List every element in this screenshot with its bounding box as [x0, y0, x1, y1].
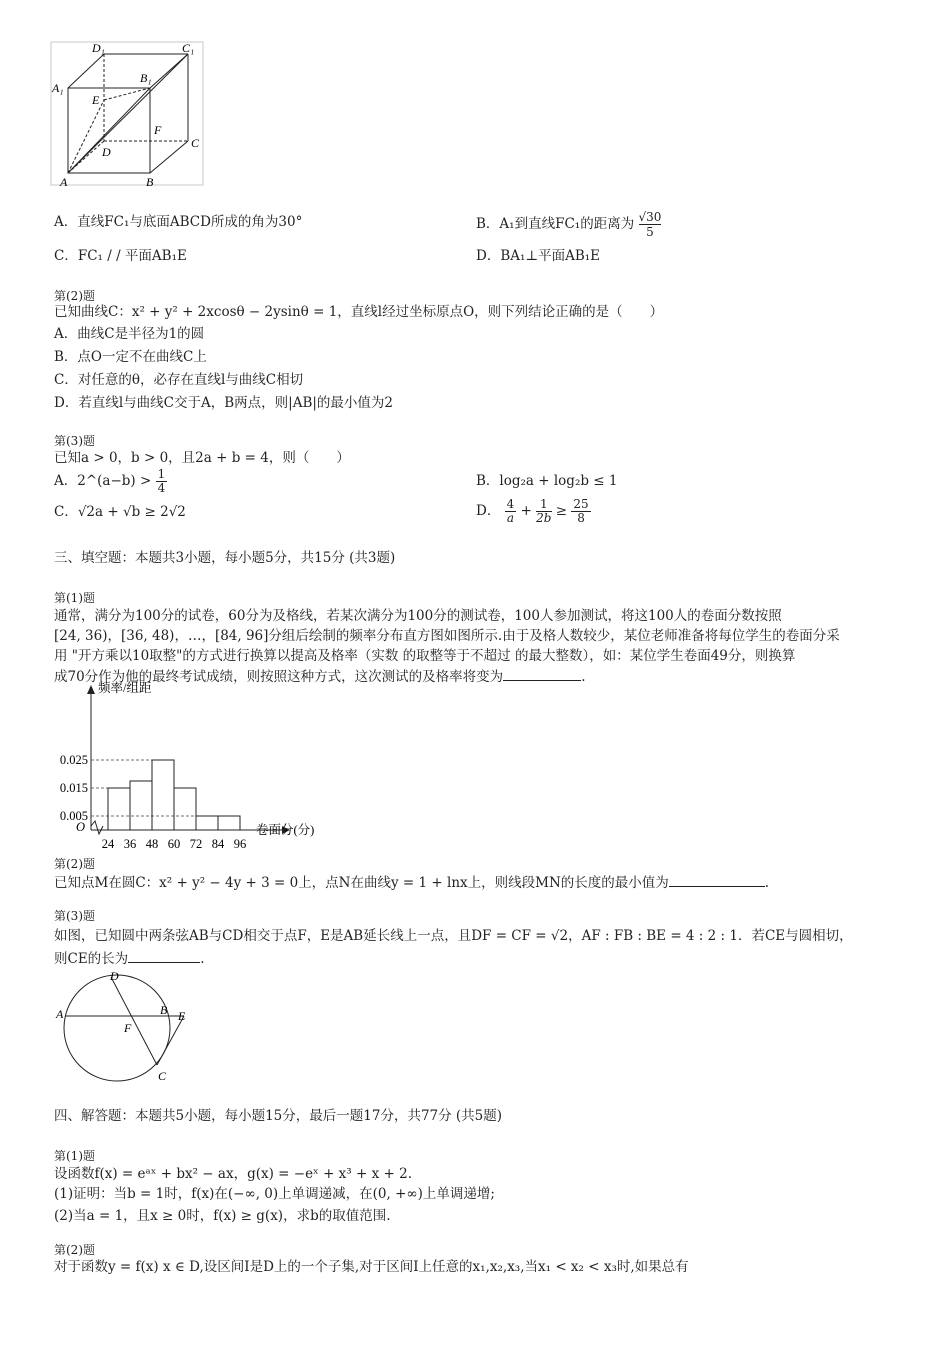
cube-label-e: E	[92, 93, 100, 107]
fill1-line-1: 通常，满分为100分的试卷，60分为及格线，若某次满分为100分的测试卷，100人参加测试，将这100人的卷面分数按照	[54, 608, 782, 624]
fill2-number: 第(2)题	[54, 857, 95, 871]
q3-option-d-frac1	[505, 498, 517, 525]
fill1-line-4-text: 成70分作为他的最终考试成绩，则按照这种方式，这次测试的及格率将变为	[54, 669, 504, 685]
q3-option-d	[476, 498, 591, 525]
q3-option-a-numerator: 1	[157, 467, 166, 481]
circle-outline	[64, 975, 170, 1081]
fill3-line-2	[54, 948, 204, 969]
circle-label-e: E	[178, 1009, 186, 1023]
histogram-y-tick-label: 0.015	[60, 781, 88, 795]
circle-chord-figure	[54, 970, 204, 1090]
cube-option-b-numerator: √30	[638, 210, 662, 224]
q3-option-c: C．√2a + √b ≥ 2√2	[54, 504, 186, 520]
cube-figure	[48, 40, 206, 188]
circle-label-f: F	[124, 1021, 132, 1035]
cube-label-d: D	[102, 145, 111, 159]
solve2-stem: 对于函数y = f(x) x ∈ D,设区间I是D上的一个子集,对于区间I上任意的x₁,x₂,x₃,当x₁ < x₂ < x₃时,如果总有	[54, 1259, 689, 1275]
q2-option-d: D．若直线l与曲线C交于A，B两点，则|AB|的最小值为2	[54, 395, 393, 411]
q3-option-a	[54, 468, 167, 495]
histogram-bar	[152, 760, 174, 830]
q3-option-b: B．log₂a + log₂b ≤ 1	[476, 473, 618, 489]
cube-label-a: A	[60, 175, 68, 188]
frequency-histogram	[60, 680, 350, 850]
cube-label-c1: C₁	[182, 41, 195, 55]
cube-option-b-fraction	[639, 210, 662, 239]
segment-ce	[157, 1016, 184, 1065]
histogram-x-tick-label: 60	[167, 837, 181, 850]
chord-dc	[111, 977, 157, 1065]
histogram-axes	[87, 685, 290, 834]
cube-line-ac1	[68, 54, 188, 173]
q3-option-d-frac2	[536, 498, 551, 525]
fill3-tail: .	[200, 951, 205, 967]
fill2-tail: .	[764, 875, 770, 891]
circle-label-b: B	[160, 1003, 168, 1017]
fill3-number: 第(3)题	[54, 909, 95, 923]
histogram-bar	[130, 781, 152, 830]
q3-option-d-frac1-num: 4	[506, 497, 515, 511]
circle-label-a: A	[56, 1007, 64, 1021]
cube-line-ae	[68, 100, 104, 173]
q2-option-b: B．点O一定不在曲线C上	[54, 349, 207, 365]
q3-option-d-frac3-den: 8	[577, 511, 585, 525]
solve1-part1: (1)证明：当b = 1时，f(x)在(−∞, 0)上单调递减，在(0, +∞)上单调递增;	[54, 1186, 495, 1202]
histogram-x-axis-label: 卷面分(分)	[256, 823, 315, 837]
fill3-line-1: 如图，已知圆中两条弦AB与CD相交于点F，E是AB延长线上一点，且DF = CF = √2，AF : FB : BE = 4 : 2 : 1．若CE与圆相切，	[54, 928, 853, 944]
cube-edge-bc	[150, 141, 188, 173]
cube-label-f: F	[154, 123, 162, 137]
solve1-stem: 设函数f(x) = eᵃˣ + bx² − ax，g(x) = −eˣ + x³ + x + 2.	[54, 1166, 412, 1182]
histogram-y-tick-label: 0.005	[60, 809, 88, 823]
q2-stem: 已知曲线C：x² + y² + 2xcosθ − 2ysinθ = 1，直线l经过坐标原点O，则下列结论正确的是（ ）	[54, 304, 664, 320]
fill2-stem: 已知点M在圆C：x² + y² − 4y + 3 = 0上，点N在曲线y = 1 + lnx上，则线段MN的长度的最小值为	[54, 875, 669, 891]
fill3-line-2-text: 则CE的长为	[54, 951, 129, 967]
cube-label-c: C	[191, 136, 200, 150]
q3-option-d-frac1-den: a	[506, 511, 515, 525]
histogram-axis-break	[91, 821, 103, 834]
q3-option-d-frac2-num: 1	[536, 498, 551, 512]
q3-option-a-text: A．2^(a−b) >	[54, 473, 152, 489]
fill1-tail: .	[581, 669, 586, 685]
q2-number: 第(2)题	[54, 289, 95, 303]
q3-option-d-frac2-den: 2b	[536, 511, 552, 525]
q3-option-d-frac3	[571, 498, 590, 525]
q3-option-d-text: D．	[476, 503, 501, 519]
histogram-bar	[196, 816, 218, 830]
fill1-number: 第(1)题	[54, 591, 95, 605]
solve1-number: 第(1)题	[54, 1149, 95, 1163]
fill2-stem-line	[54, 872, 769, 893]
histogram-y-arrow	[87, 685, 95, 694]
q3-option-a-fraction	[156, 468, 168, 495]
histogram-x-tick-label: 84	[211, 837, 225, 850]
histogram-y-axis-label: 频率/组距	[98, 681, 152, 695]
q3-number: 第(3)题	[54, 434, 95, 448]
cube-option-c: C．FC₁ / / 平面AB₁E	[54, 248, 187, 264]
q3-option-a-denominator: 4	[157, 481, 166, 495]
cube-option-a: A．直线FC₁与底面ABCD所成的角为30°	[54, 214, 303, 230]
q2-option-a: A．曲线C是半径为1的圆	[54, 326, 205, 342]
cube-label-b1: B₁	[140, 71, 152, 85]
histogram-x-tick-label: 72	[189, 837, 203, 850]
q3-option-d-frac3-num: 25	[573, 497, 589, 511]
cube-option-b	[476, 210, 661, 239]
histogram-bar	[218, 816, 240, 830]
q3-option-d-ge: ≥	[555, 503, 568, 519]
histogram-x-tick-label: 48	[145, 837, 159, 850]
histogram-x-tick-label: 96	[233, 837, 247, 850]
section3-title: 三、填空题：本题共3小题，每小题5分，共15分 (共3题)	[54, 550, 396, 566]
histogram-x-tick-label: 24	[101, 837, 115, 850]
fill3-answer-blank[interactable]	[128, 948, 200, 963]
histogram-x-tick-label: 36	[123, 837, 137, 850]
solve1-part2: (2)当a = 1，且x ≥ 0时，f(x) ≥ g(x)，求b的取值范围.	[54, 1208, 391, 1224]
cube-label-d1: D₁	[92, 41, 105, 55]
cube-label-b: B	[146, 175, 154, 188]
q3-stem: 已知a > 0，b > 0，且2a + b = 4，则（ ）	[54, 450, 350, 466]
histogram-y-tick-label: 0.025	[60, 753, 88, 767]
q3-option-d-plus: +	[520, 503, 532, 519]
histogram-bar	[108, 788, 130, 830]
fill1-line-2: [24, 36)，[36, 48)，…，[84, 96]分组后绘制的频率分布直方图如图所示.由于及格人数较少，某位老师准备将每位学生的卷面分采	[54, 628, 840, 644]
fill1-line-3: 用 "开方乘以10取整"的方式进行换算以提高及格率（实数 的取整等于不超过 的最大整数），如：某位学生卷面49分，则换算	[54, 648, 796, 664]
fill2-answer-blank[interactable]	[669, 872, 765, 887]
cube-option-b-text: B．A₁到直线FC₁的距离为	[476, 216, 635, 232]
cube-figure-frame	[51, 42, 203, 185]
cube-option-b-denominator: 5	[646, 225, 654, 239]
circle-label-c: C	[158, 1069, 167, 1083]
cube-label-a1: A₁	[52, 81, 64, 95]
q2-option-c: C．对任意的θ，必存在直线l与曲线C相切	[54, 372, 304, 388]
section4-title: 四、解答题：本题共5小题，每小题15分，最后一题17分，共77分 (共5题)	[54, 1108, 503, 1124]
circle-label-d: D	[110, 970, 119, 983]
histogram-origin-label: O	[76, 820, 86, 834]
cube-edge-a1d1	[68, 54, 104, 88]
solve2-number: 第(2)题	[54, 1243, 95, 1257]
histogram-bar	[174, 788, 196, 830]
cube-option-d: D．BA₁⊥平面AB₁E	[476, 248, 601, 264]
fill1-answer-blank[interactable]	[503, 666, 581, 681]
